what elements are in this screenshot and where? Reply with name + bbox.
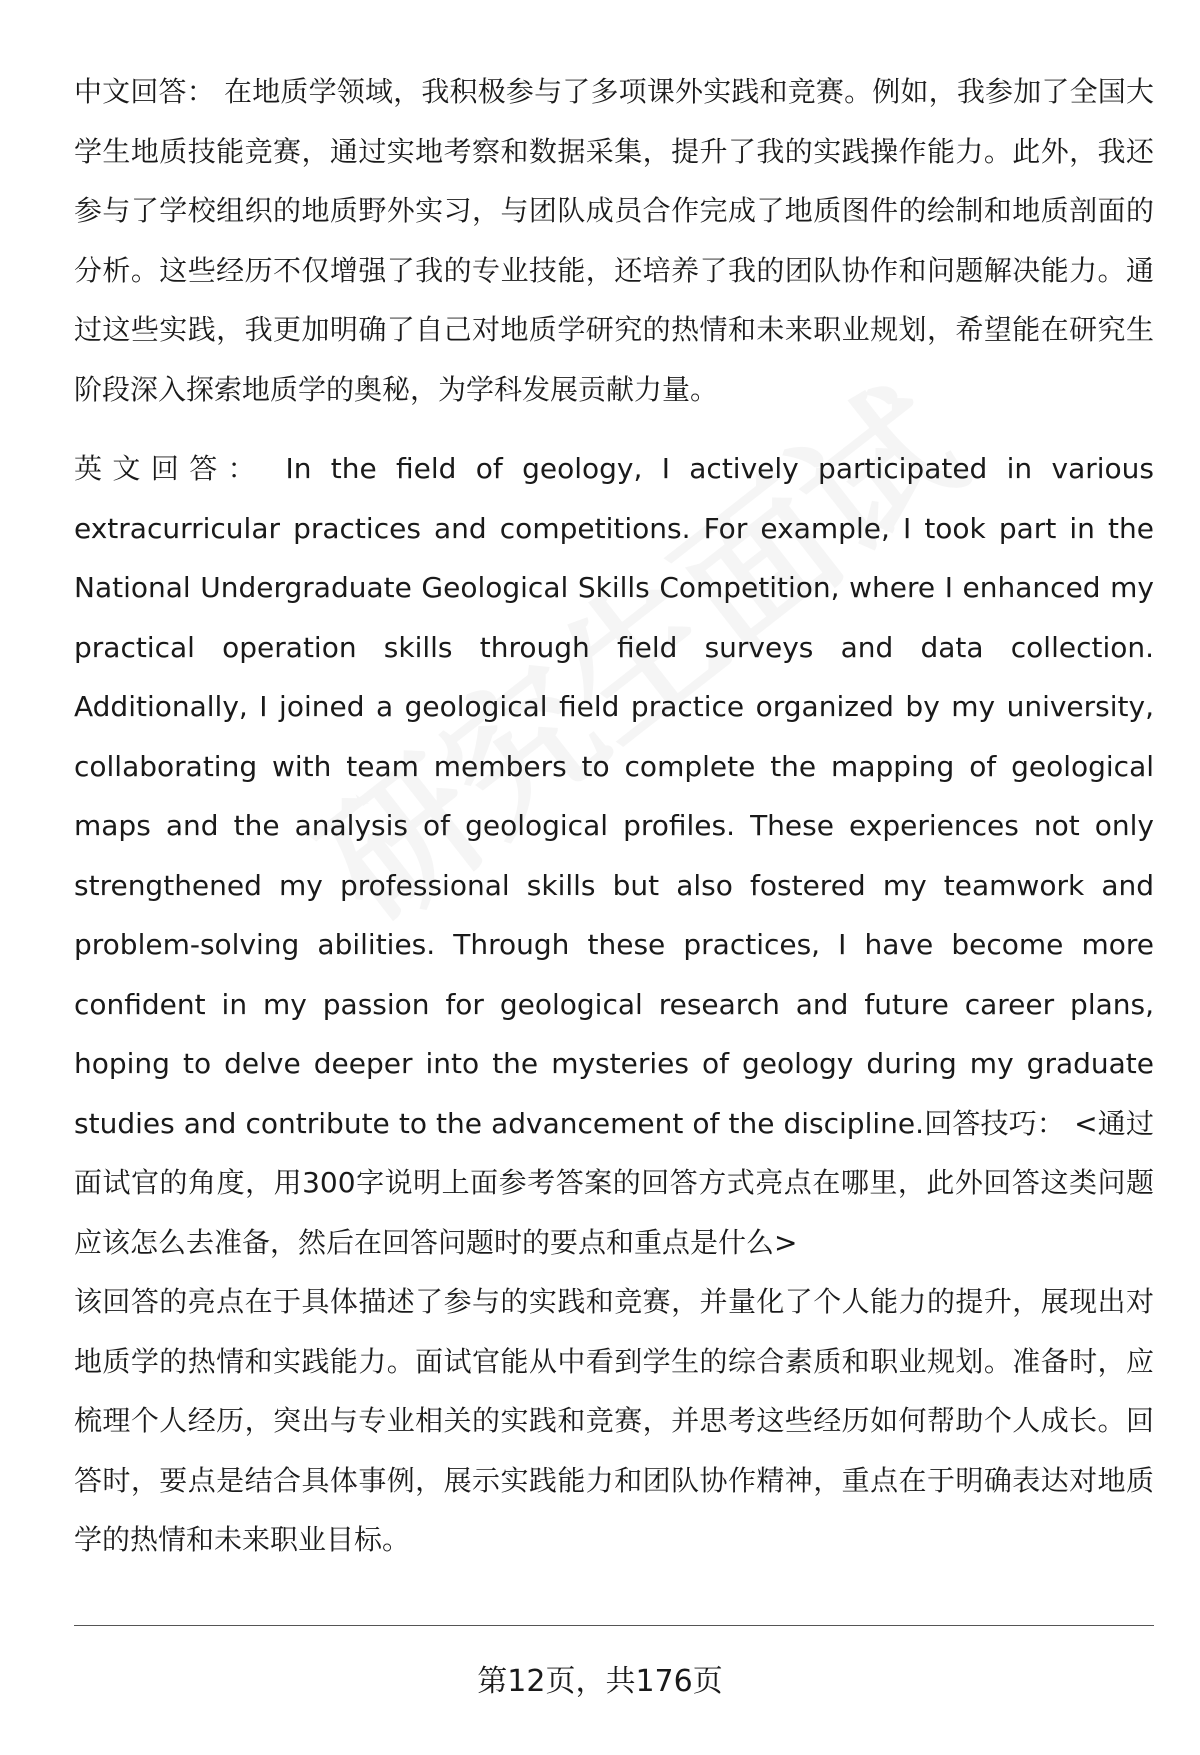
english-answer-paragraph — [74, 439, 1154, 1272]
analysis-paragraph — [74, 1272, 1154, 1570]
chinese-answer-text: 在地质学领域，我积极参与了多项课外实践和竞赛。例如，我参加了全国大学生地质技能竞赛，通过实地考察和数据采集，提升了我的实践操作能力。此外，我还参与了学校组织的地质野外实习，与团队成员合作完成了地质图件的绘制和地质剖面的分析。这些经历不仅增强了我的专业技能，还培养了我的团队协作和问题解决能力。通过这些实践，我更加明确了自己对地质学研究的热情和未来职业规划，希望能在研究生阶段深入探索地质学的奥秘，为学科发展贡献力量。 — [74, 75, 1154, 406]
footer-divider — [74, 1625, 1154, 1626]
english-answer-label: 英文回答： — [74, 452, 267, 485]
analysis-text: 该回答的亮点在于具体描述了参与的实践和竞赛，并量化了个人能力的提升，展现出对地质学的热情和实践能力。面试官能从中看到学生的综合素质和职业规划。准备时，应梳理个人经历，突出与专业相关的实践和竞赛，并思考这些经历如何帮助个人成长。回答时，要点是结合具体事例，展示实践能力和团队协作精神，重点在于明确表达对地质学的热情和未来职业目标。 — [74, 1285, 1154, 1556]
chinese-answer-label: 中文回答： — [74, 75, 215, 108]
page-number: 第12页，共176页 — [477, 1664, 723, 1699]
document-body — [74, 62, 1154, 1570]
chinese-answer-paragraph — [74, 62, 1154, 419]
answer-tips-prompt: <通过面试官的角度，用300字说明上面参考答案的回答方式亮点在哪里，此外回答这类问题应该怎么去准备，然后在回答问题时的要点和重点是什么> — [74, 1106, 1154, 1259]
english-answer-text: In the field of geology, I actively participated in various extracurricular practices and competitions. For example, I took part in the National Undergraduate Geological Skills Competition, where I enhanced my practical operation skills through field surveys and data collection. Additionally, I joined a geological field practice organized by my university, collaborating with team members to complete the mapping of geological maps and the analysis of geological profiles. These experiences not only strengthened my professional skills but also fostered my teamwork and problem-solving abilities. Through these practices, I have become more confident in my passion for geological research and future career plans, hoping to delve deeper into the mysteries of geology during my graduate studies and contribute to the advancement of the discipline. — [74, 452, 1154, 1140]
answer-tips-label: 回答技巧： — [924, 1106, 1066, 1140]
